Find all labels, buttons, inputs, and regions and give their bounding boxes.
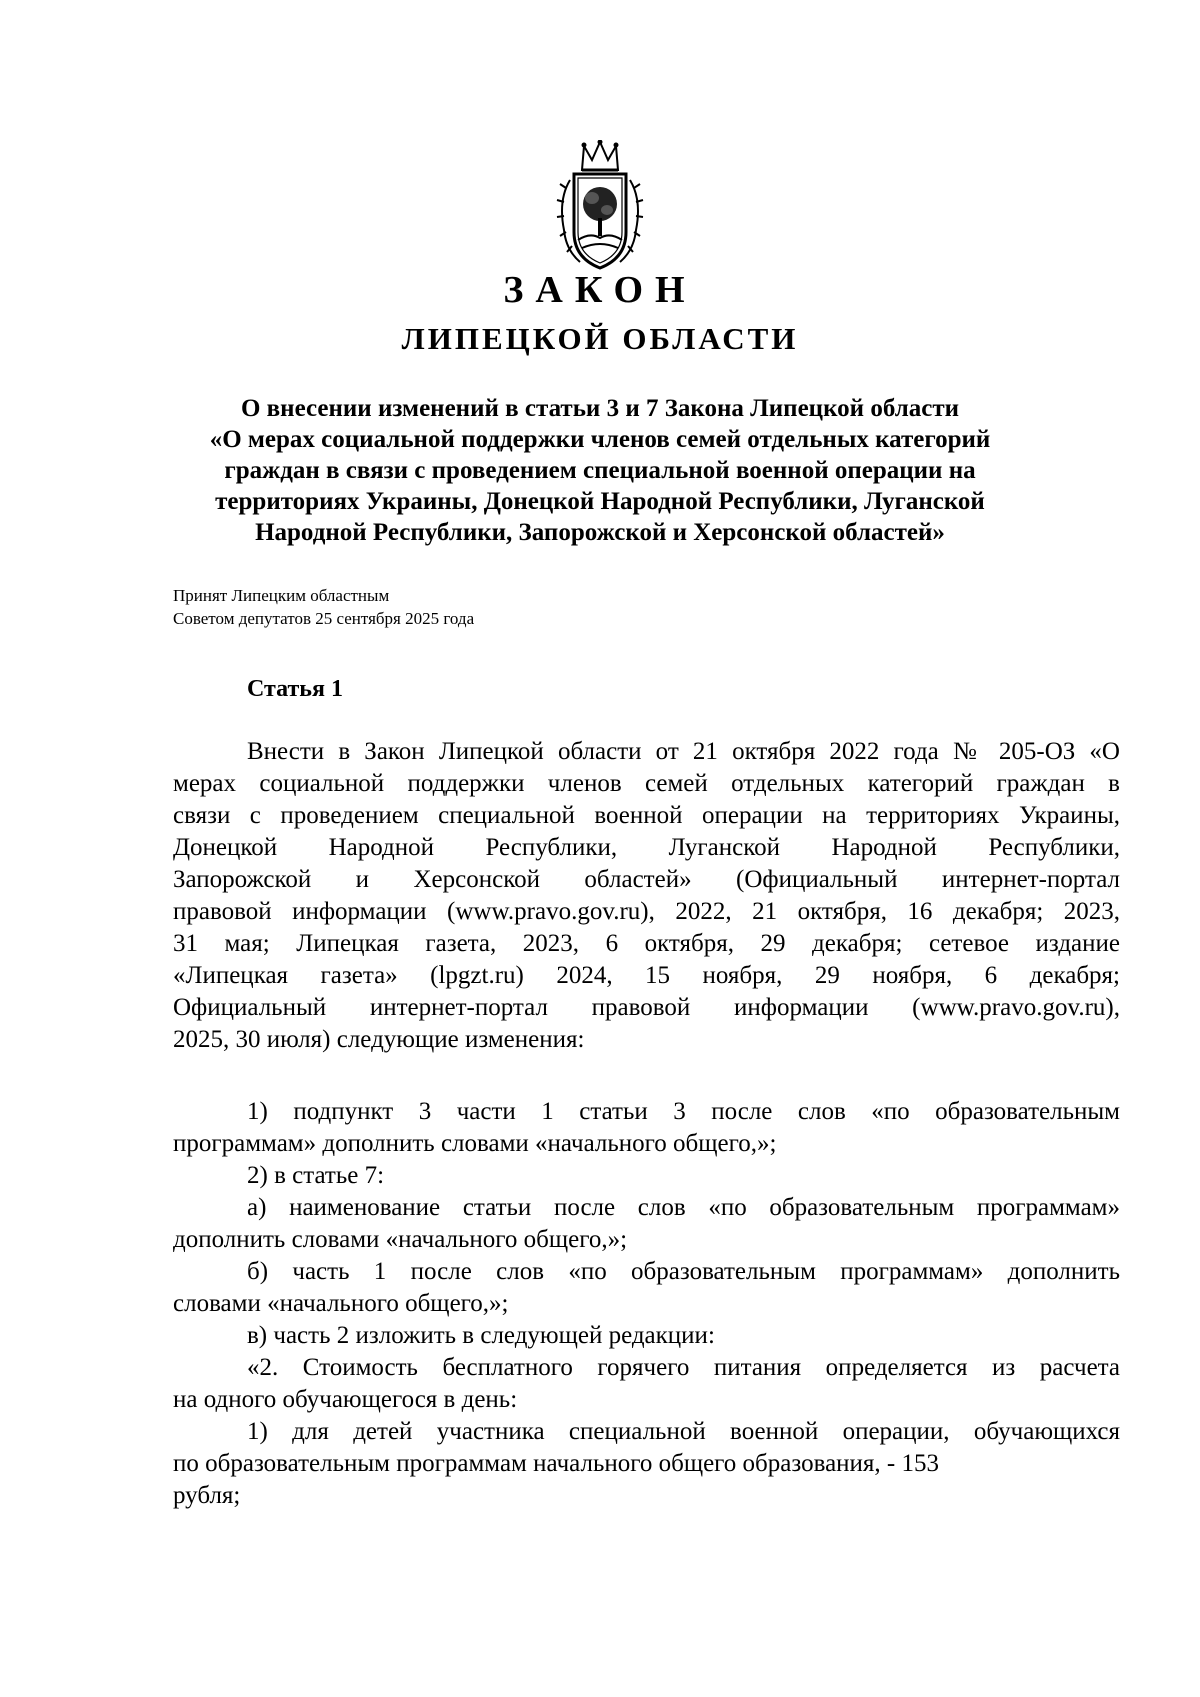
adoption-line: Принят Липецким областным xyxy=(173,586,390,605)
body-line: «Липецкая газета» (lpgzt.ru) 2024, 15 ноября, 29 ноября, 6 декабря; xyxy=(173,962,1120,989)
amendment-line: 1) для детей участника специальной военной операции, обучающихся xyxy=(247,1418,1120,1445)
amendment-line: словами «начального общего,»; xyxy=(173,1290,509,1317)
amendment-line: программам» дополнить словами «начального общего,»; xyxy=(173,1130,777,1157)
coat-of-arms-icon xyxy=(552,140,648,276)
law-title-line: О внесении изменений в статьи 3 и 7 Закона Липецкой области xyxy=(240,395,960,422)
amendment-line: б) часть 1 после слов «по образовательным программам» дополнить xyxy=(247,1258,1120,1285)
law-title-line: территориях Украины, Донецкой Народной Республики, Луганской xyxy=(215,488,985,515)
body-line: Донецкой Народной Республики, Луганской Народной Республики, xyxy=(173,834,1120,861)
body-line: 2025, 30 июля) следующие изменения: xyxy=(173,1026,585,1053)
amendment-line: дополнить словами «начального общего,»; xyxy=(173,1226,628,1253)
amendments-list xyxy=(173,1096,1120,1512)
amendment-line: рубля; xyxy=(173,1482,241,1509)
law-title-line: Народной Республики, Запорожской и Херсонской областей» xyxy=(255,519,945,546)
adoption-note xyxy=(173,584,474,630)
amendment-line: 1) подпункт 3 части 1 статьи 3 после слов «по образовательным xyxy=(247,1098,1120,1125)
document-title: ЗАКОН xyxy=(503,269,697,311)
body-line: правовой информации (www.pravo.gov.ru), 2022, 21 октября, 16 декабря; 2023, xyxy=(173,898,1120,925)
body-line: Внести в Закон Липецкой области от 21 октября 2022 года № 205-ОЗ «О xyxy=(247,738,1120,765)
article-heading: Статья 1 xyxy=(247,676,343,702)
amendment-line: в) часть 2 изложить в следующей редакции: xyxy=(247,1322,715,1349)
body-line: связи с проведением специальной военной операции на территориях Украины, xyxy=(173,802,1120,829)
law-title-line: граждан в связи с проведением специальной военной операции на xyxy=(224,457,976,484)
body-line: 31 мая; Липецкая газета, 2023, 6 октября, 29 декабря; сетевое издание xyxy=(173,930,1120,957)
amendment-line: а) наименование статьи после слов «по образовательным программам» xyxy=(247,1194,1120,1221)
body-line: Запорожской и Херсонской областей» (Официальный интернет-портал xyxy=(173,866,1120,893)
amendment-line: 2) в статье 7: xyxy=(247,1162,385,1189)
adoption-line: Советом депутатов 25 сентября 2025 года xyxy=(173,609,475,628)
amendment-line: на одного обучающегося в день: xyxy=(173,1386,518,1413)
amendment-line: «2. Стоимость бесплатного горячего питания определяется из расчета xyxy=(247,1354,1120,1381)
law-title-line: «О мерах социальной поддержки членов семей отдельных категорий xyxy=(209,426,991,453)
document-subtitle: ЛИПЕЦКОЙ ОБЛАСТИ xyxy=(401,321,799,356)
body-line: мерах социальной поддержки членов семей отдельных категорий граждан в xyxy=(173,770,1120,797)
article-intro-paragraph xyxy=(173,736,1120,1056)
law-title xyxy=(175,393,1025,548)
amendment-line: по образовательным программам начального общего образования, - 153 xyxy=(173,1450,940,1477)
body-line: Официальный интернет-портал правовой информации (www.pravo.gov.ru), xyxy=(173,994,1120,1021)
